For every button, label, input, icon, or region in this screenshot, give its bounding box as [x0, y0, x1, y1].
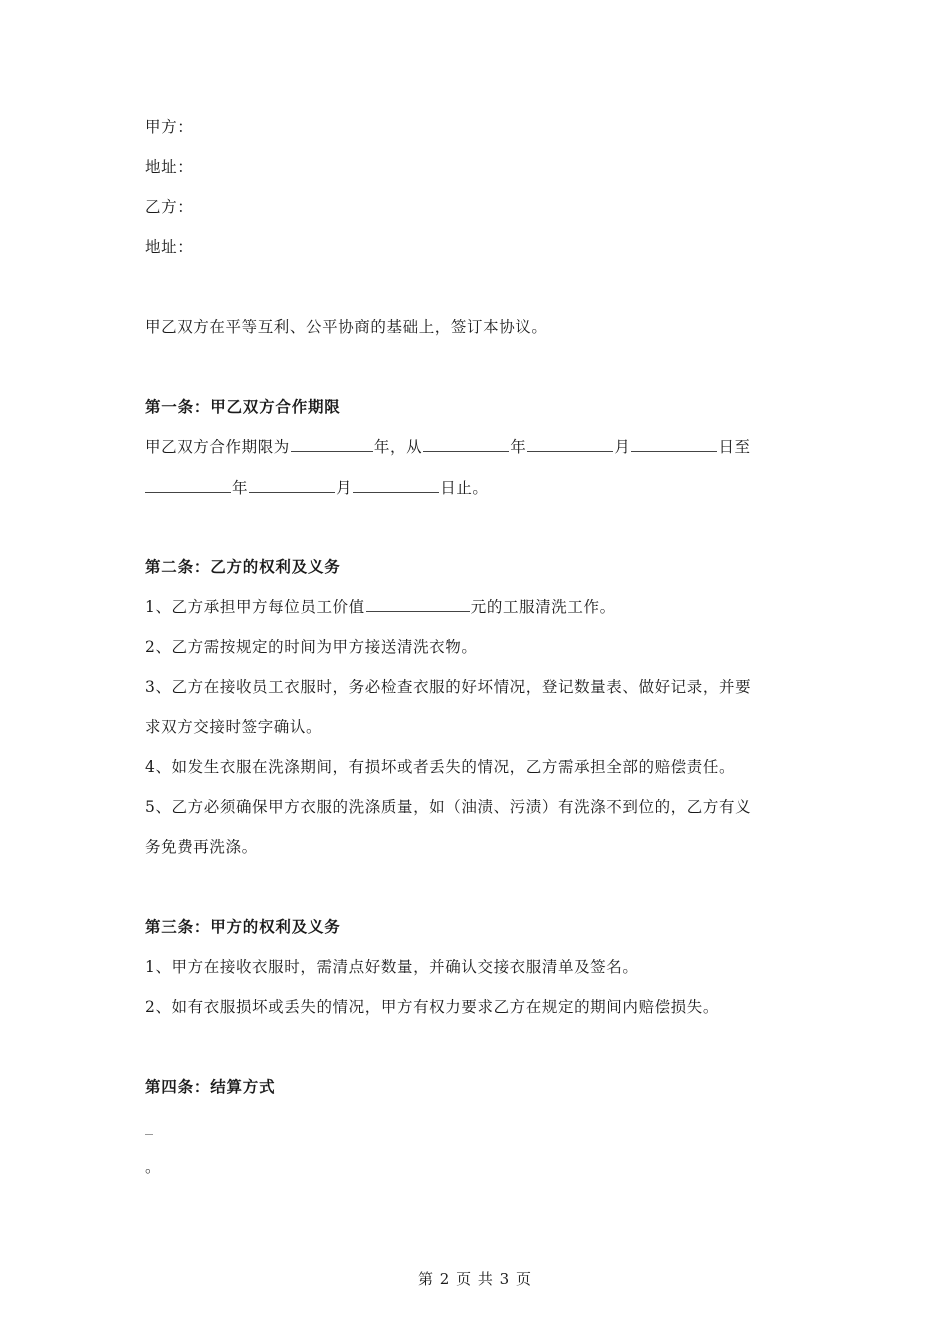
article3-title: 第三条：甲方的权利及义务: [145, 917, 341, 936]
article2-item3-line1: 3、乙方在接收员工衣服时，务必检查衣服的好坏情况，登记数量表、做好记录，并要: [145, 678, 752, 696]
article1-text-h: 日止。: [440, 479, 489, 497]
end-year-blank: [145, 478, 231, 493]
article2-item1-text-b: 元的工服清洗工作。: [470, 598, 616, 616]
article2-item3-line2: 求双方交接时签字确认。: [145, 718, 323, 736]
party-b-address-label: 地址：: [145, 238, 194, 256]
article2-item5-line1: 5、乙方必须确保甲方衣服的洗涤质量，如（油渍、污渍）有洗涤不到位的，乙方有义: [145, 798, 752, 816]
term-years-blank: [291, 437, 373, 452]
article1-text-c: 年: [510, 438, 527, 456]
party-a-label: 甲方：: [145, 118, 194, 136]
article4-trailing: 。: [145, 1158, 162, 1176]
article1-line1: [145, 436, 751, 458]
article2-item5-line2: 务免费再洗涤。: [145, 838, 258, 856]
party-a-address-label: 地址：: [145, 158, 194, 176]
article1-text-g: 月: [336, 479, 353, 497]
article3-item1: 1、甲方在接收衣服时，需清点好数量，并确认交接衣服清单及签名。: [145, 958, 639, 976]
article2-item1-text-a: 1、乙方承担甲方每位员工价值: [145, 598, 365, 616]
start-month-blank: [527, 437, 613, 452]
article4-title: 第四条：结算方式: [145, 1077, 276, 1096]
end-day-blank: [353, 478, 439, 493]
empty-line-mark: [145, 1134, 153, 1135]
article2-item4: 4、如发生衣服在洗涤期间，有损坏或者丢失的情况，乙方需承担全部的赔偿责任。: [145, 758, 736, 776]
article1-text-e: 日至: [718, 438, 751, 456]
value-amount-blank: [366, 597, 470, 612]
article3-item2: 2、如有衣服损坏或丢失的情况，甲方有权力要求乙方在规定的期间内赔偿损失。: [145, 998, 719, 1016]
article1-text-b: 年，从: [373, 438, 423, 456]
article1-text-f: 年: [232, 479, 249, 497]
start-year-blank: [423, 437, 509, 452]
article1-line2: [145, 477, 489, 499]
article2-item2: 2、乙方需按规定的时间为甲方接送清洗衣物。: [145, 638, 478, 656]
start-day-blank: [631, 437, 717, 452]
article2-title: 第二条：乙方的权利及义务: [145, 557, 341, 576]
intro-paragraph: 甲乙双方在平等互利、公平协商的基础上，签订本协议。: [145, 318, 548, 336]
article1-text-d: 月: [614, 438, 631, 456]
article1-text-a: 甲乙双方合作期限为: [145, 438, 290, 456]
party-b-label: 乙方：: [145, 198, 194, 216]
article1-title: 第一条：甲乙双方合作期限: [145, 397, 341, 416]
end-month-blank: [249, 478, 335, 493]
page-number-footer: 第 2 页 共 3 页: [418, 1270, 532, 1288]
article2-item1: [145, 596, 616, 618]
